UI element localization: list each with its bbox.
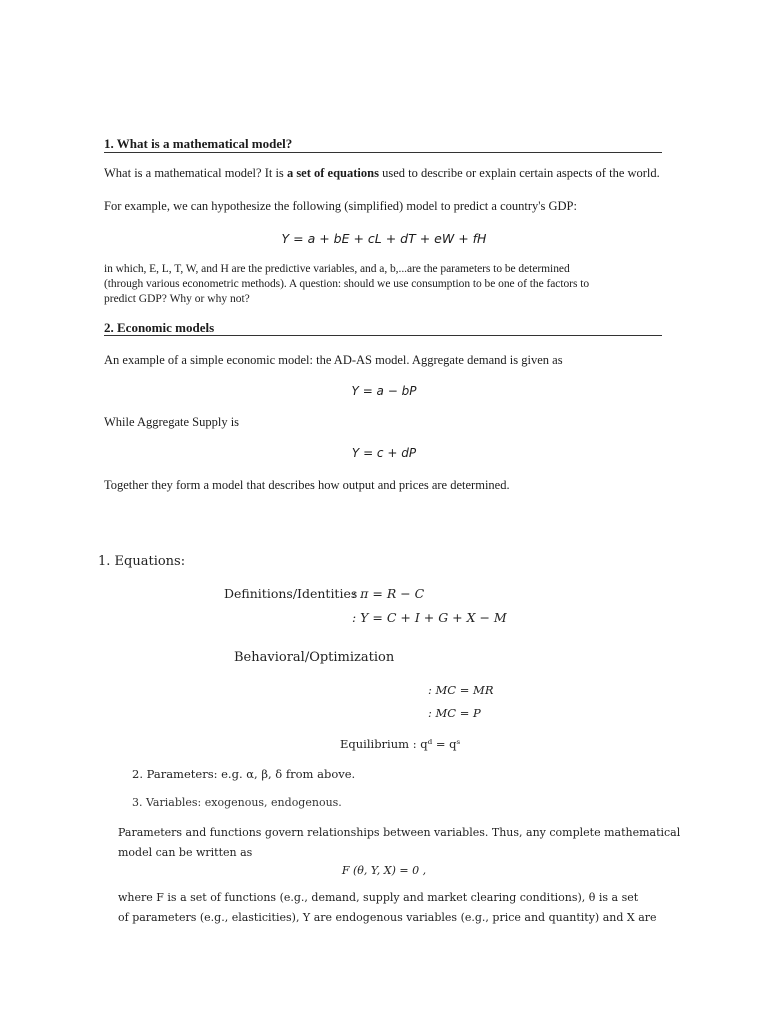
section-1-rule bbox=[104, 152, 662, 153]
behavioral-equation-1: : MC = MR bbox=[428, 683, 494, 697]
behavioral-equation-2: : MC = P bbox=[428, 706, 481, 720]
equilibrium-equation: Equilibrium : qᵈ = qˢ bbox=[340, 737, 461, 751]
ad-equation: Y = a − bP bbox=[351, 384, 417, 398]
general-equation: F (θ, Y, X) = 0 , bbox=[341, 864, 427, 877]
intro-text-a: What is a mathematical model? It is bbox=[104, 166, 287, 180]
section-1-example: For example, we can hypothesize the following (simplified) model to predict a country's GDP: bbox=[104, 199, 577, 213]
equations-heading: 1. Equations: bbox=[98, 554, 186, 569]
section-1-intro bbox=[104, 166, 660, 181]
definitions-equation-1: : π = R − C bbox=[352, 586, 425, 601]
definitions-equation-2: : Y = C + I + G + X − M bbox=[352, 610, 507, 625]
general-line-2: model can be written as bbox=[118, 846, 253, 859]
section-1-note-line-1: in which, E, L, T, W, and H are the predictive variables, and a, b,...are the parameters to be determined bbox=[104, 263, 570, 275]
final-line-2: of parameters (e.g., elasticities), Y are endogenous variables (e.g., price and quantity) and X are bbox=[118, 911, 657, 924]
definitions-label: Definitions/Identities bbox=[224, 586, 358, 601]
section-2-conclusion: Together they form a model that describes how output and prices are determined. bbox=[104, 478, 510, 492]
intro-bold-text: a set of equations bbox=[286, 166, 379, 180]
final-line-1: where F is a set of functions (e.g., demand, supply and market clearing conditions), θ is a set bbox=[118, 891, 639, 904]
section-1-note-line-2: (through various econometric methods). A question: should we use consumption to be one of the factors to bbox=[104, 278, 590, 290]
section-2-intro: An example of a simple economic model: the AD-AS model. Aggregate demand is given as bbox=[104, 353, 563, 367]
section-1-note-line-3: predict GDP? Why or why not? bbox=[104, 293, 250, 305]
variables-item: 3. Variables: exogenous, endogenous. bbox=[132, 796, 342, 809]
section-2-heading: 2. Economic models bbox=[104, 320, 215, 335]
supply-label: While Aggregate Supply is bbox=[104, 415, 240, 429]
intro-text-b: used to describe or explain certain aspects of the world. bbox=[378, 166, 660, 180]
as-equation: Y = c + dP bbox=[351, 446, 417, 460]
section-1-heading: 1. What is a mathematical model? bbox=[104, 136, 293, 151]
behavioral-label: Behavioral/Optimization bbox=[234, 650, 395, 665]
parameters-item: 2. Parameters: e.g. α, β, δ from above. bbox=[132, 767, 356, 781]
section-2-rule bbox=[104, 335, 662, 336]
gdp-equation: Y = a + bE + cL + dT + eW + fH bbox=[281, 231, 487, 246]
general-line-1: Parameters and functions govern relationships between variables. Thus, any complete mathematical bbox=[118, 826, 681, 839]
